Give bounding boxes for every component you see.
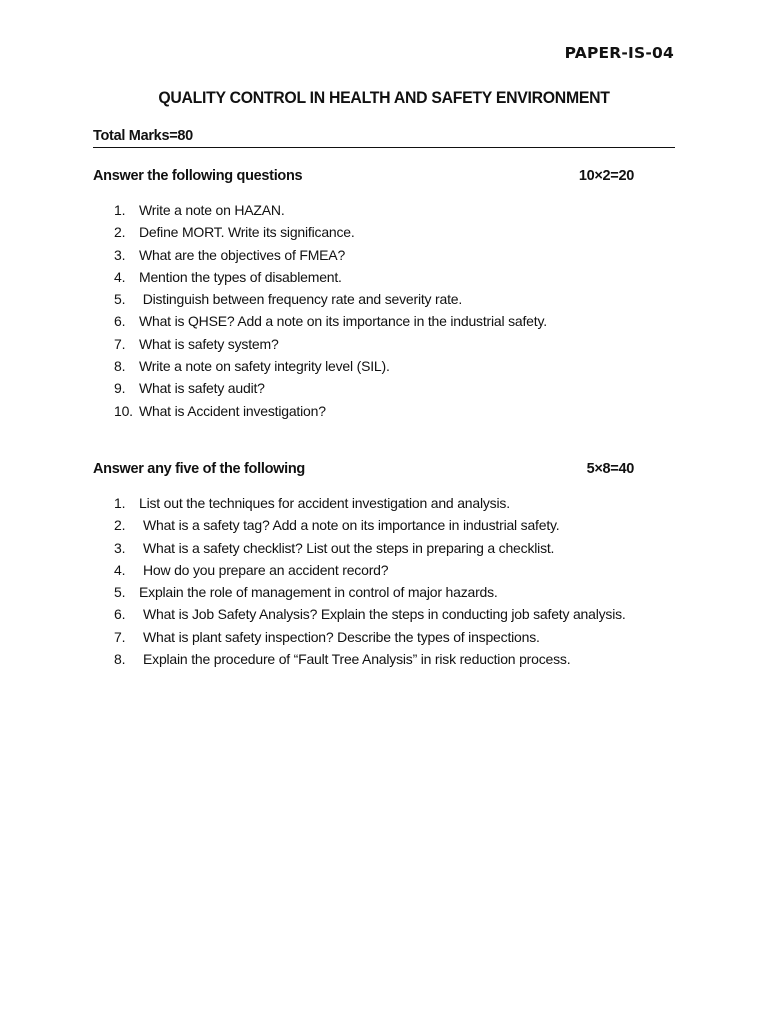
header-divider: [93, 147, 675, 148]
question-number: 3.: [114, 539, 126, 556]
question-text: Mention the types of disablement.: [139, 268, 342, 285]
question-text: List out the techniques for accident investigation and analysis.: [139, 495, 510, 511]
question-number: 6.: [114, 606, 126, 623]
question-text: What is safety system?: [139, 335, 279, 352]
question-text: What is Accident investigation?: [139, 402, 326, 419]
question-number: 5.: [114, 291, 126, 308]
question-number: 9.: [114, 380, 126, 397]
question-number: 1.: [114, 202, 126, 218]
question-number: 7.: [114, 628, 126, 645]
question-number: 2.: [114, 224, 126, 241]
question-number: 10.: [114, 402, 133, 419]
section2-header: [93, 461, 634, 477]
question-number: 5.: [114, 584, 126, 601]
section2-marks: 5×8=40: [586, 461, 634, 477]
question-number: 6.: [114, 313, 126, 330]
question-text: Write a note on safety integrity level (SIL).: [139, 358, 390, 375]
paper-code: PAPER-IS-04: [564, 44, 674, 62]
question-text: What is a safety tag? Add a note on its importance in industrial safety.: [143, 517, 560, 534]
section2-heading: Answer any five of the following: [93, 461, 305, 477]
question-number: 7.: [114, 335, 126, 352]
question-number: 1.: [114, 495, 126, 511]
section1-marks: 10×2=20: [578, 168, 634, 184]
question-number: 8.: [114, 358, 126, 375]
question-text: Explain the procedure of “Fault Tree Analysis” in risk reduction process.: [143, 651, 571, 668]
question-number: 3.: [114, 246, 126, 263]
question-text: What is safety audit?: [139, 380, 265, 397]
question-number: 4.: [114, 561, 126, 578]
question-text: Define MORT. Write its significance.: [139, 224, 355, 241]
section1-header: [93, 168, 634, 184]
question-number: 2.: [114, 517, 126, 534]
question-number: 8.: [114, 651, 126, 668]
question-text: What is Job Safety Analysis? Explain the steps in conducting job safety analysis.: [143, 606, 626, 623]
question-text: Explain the role of management in control of major hazards.: [139, 584, 498, 601]
paper-title: QUALITY CONTROL IN HEALTH AND SAFETY ENVIRONMENT: [158, 88, 610, 107]
question-number: 4.: [114, 268, 126, 285]
question-text: Write a note on HAZAN.: [139, 202, 285, 218]
section1-heading: Answer the following questions: [93, 168, 303, 184]
question-text: What is QHSE? Add a note on its importance in the industrial safety.: [139, 313, 547, 330]
question-text: Distinguish between frequency rate and severity rate.: [139, 291, 463, 308]
total-marks: Total Marks=80: [93, 128, 193, 144]
question-text: How do you prepare an accident record?: [143, 561, 389, 578]
question-text: What is a safety checklist? List out the steps in preparing a checklist.: [143, 539, 555, 556]
question-text: What are the objectives of FMEA?: [139, 246, 346, 263]
question-text: What is plant safety inspection? Describe the types of inspections.: [143, 628, 540, 645]
